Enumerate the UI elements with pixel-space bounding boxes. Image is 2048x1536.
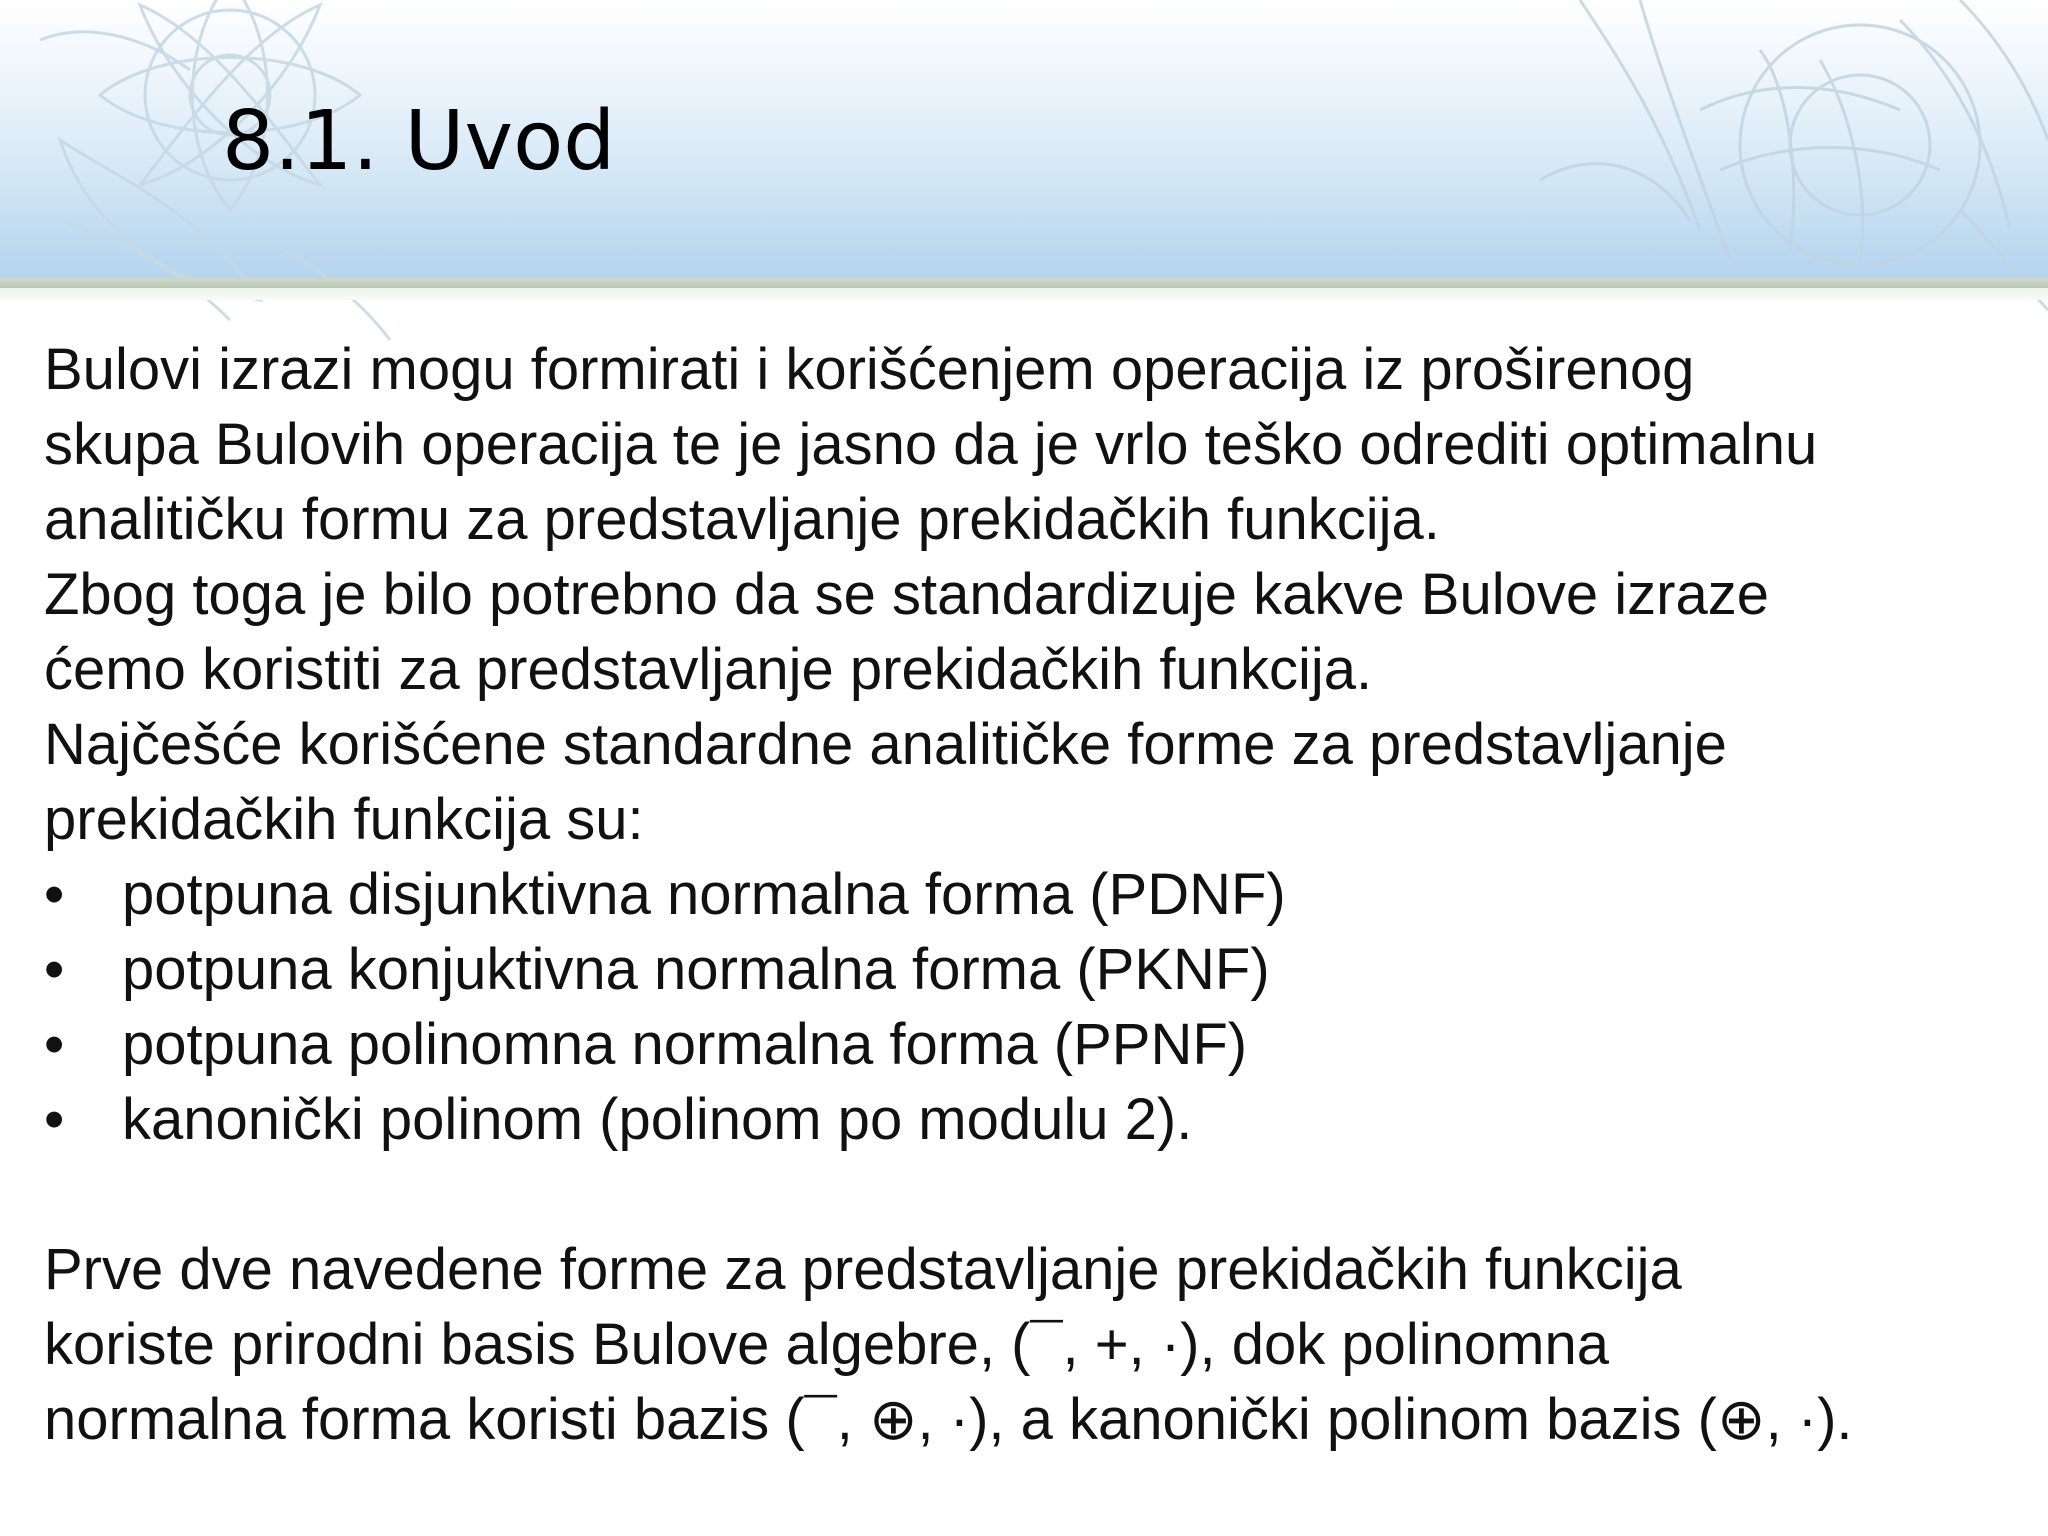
list-item-text: potpuna konjuktivna normalna forma (PKNF) bbox=[122, 937, 1270, 1002]
header-divider-highlight bbox=[0, 288, 2048, 300]
intro-line-2: skupa Bulovih operacija te je jasno da je vrlo teško odrediti optimalnu bbox=[44, 412, 1818, 477]
bullet-icon: • bbox=[44, 1012, 65, 1077]
closing-line-1: Prve dve navedene forme za predstavljanje prekidačkih funkcija bbox=[44, 1237, 1682, 1302]
paragraph-spacer bbox=[44, 1157, 2034, 1232]
intro-line-5: ćemo koristiti za predstavljanje prekidačkih funkcija. bbox=[44, 637, 1373, 702]
bullet-icon: • bbox=[44, 862, 65, 927]
list-item bbox=[44, 1082, 2034, 1157]
list-item bbox=[44, 857, 2034, 932]
intro-line-1: Bulovi izrazi mogu formirati i korišćenjem operacija iz proširenog bbox=[44, 337, 1695, 402]
list-item-text: potpuna disjunktivna normalna forma (PDNF) bbox=[122, 862, 1286, 927]
slide-body bbox=[44, 332, 2034, 1457]
list-item-text: kanonički polinom (polinom po modulu 2). bbox=[122, 1087, 1193, 1152]
intro-line-4: Zbog toga je bilo potrebno da se standardizuje kakve Bulove izraze bbox=[44, 562, 1769, 627]
slide-title: 8.1. Uvod bbox=[222, 94, 616, 189]
list-item-text: potpuna polinomna normalna forma (PPNF) bbox=[122, 1012, 1248, 1077]
form-list bbox=[44, 857, 2034, 1157]
floral-ornament-icon bbox=[1540, 0, 2048, 310]
header-divider bbox=[0, 278, 2048, 288]
bullet-icon: • bbox=[44, 937, 65, 1002]
list-item bbox=[44, 932, 2034, 1007]
intro-line-6: Najčešće korišćene standardne analitičke forme za predstavljanje bbox=[44, 712, 1727, 777]
closing-line-2: koriste prirodni basis Bulove algebre, (¯, +, ·), dok polinomna bbox=[44, 1312, 1609, 1377]
closing-line-3: normalna forma koristi bazis (¯, ⊕, ·), a kanonički polinom bazis (⊕, ·). bbox=[44, 1387, 1853, 1452]
list-item bbox=[44, 1007, 2034, 1082]
intro-line-3: analitičku formu za predstavljanje prekidačkih funkcija. bbox=[44, 487, 1440, 552]
bullet-icon: • bbox=[44, 1087, 65, 1152]
intro-line-7: prekidačkih funkcija su: bbox=[44, 787, 644, 852]
